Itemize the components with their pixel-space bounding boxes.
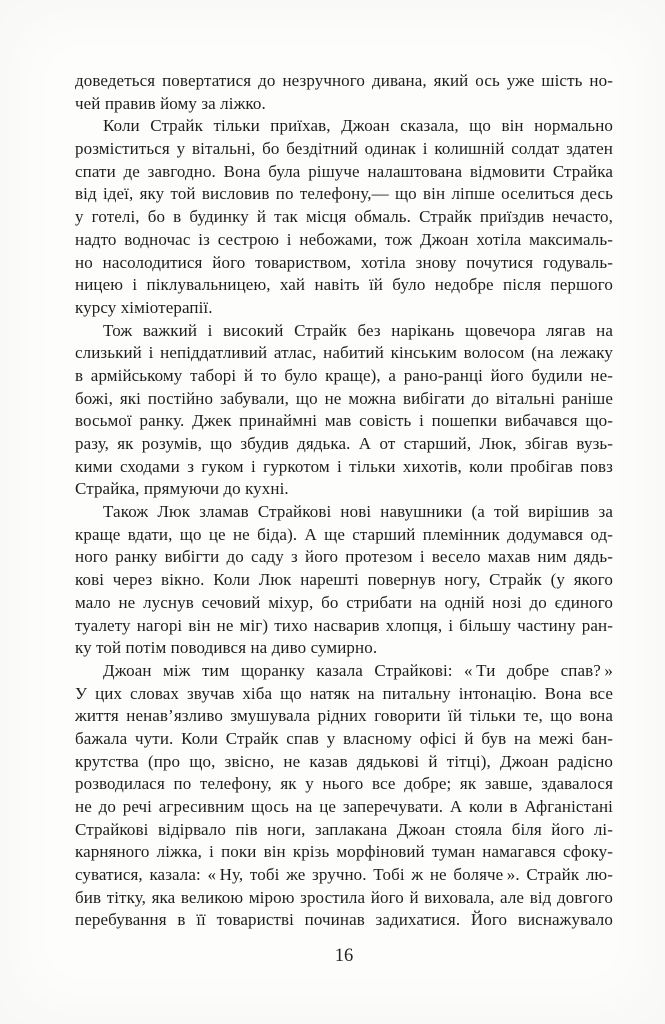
text-line: бив тітку, яка великою мірою зростила його й виховала, але від довгого [75, 887, 613, 907]
text-line: Коли Страйк тільки приїхав, Джоан сказала, що він нормально [103, 116, 613, 136]
text-line: слизький і непіддатливий атлас, набитий кінським волосом (на лежаку [75, 343, 613, 363]
text-line: життя ненав’язливо змушувала рідних говорити їй тільки те, що вона [75, 706, 613, 726]
text-line: мало не луснув сечовий міхур, бо стрибати на одній нозі до єдиного [75, 592, 613, 612]
text-line: у готелі, бо в будинку й так місця обмаль. Страйк приїздив нечасто, [75, 207, 613, 227]
text-line: божі, які постійно забували, що не можна вибігати до вітальні раніше [75, 388, 613, 408]
text-line: бажала чути. Коли Страйк спав у власному офісі й був на межі бан- [75, 728, 613, 748]
text-line: кові через вікно. Коли Люк нарешті повернув ногу, Страйк (у якого [75, 570, 613, 590]
text-line: ницею і піклувальницею, хай навіть їй було недобре після першого [75, 275, 613, 295]
text-line: суватися, казала: « Ну, тобі же зручно. Тобі ж не боляче ». Страйк лю- [75, 865, 613, 885]
text-line: Страйка, прямуючи до кухні. [75, 479, 289, 499]
page-number: 16 [334, 946, 354, 966]
text-line: перебування в її товаристві починав задихатися. Його виснажувало [75, 910, 613, 930]
text-line: туалету нагорі він не міг) тихо насварив хлопця, і більшу частину ран- [75, 615, 613, 635]
text-line: розміститься у вітальні, бо бездітний одинак і колишній солдат здатен [75, 139, 613, 159]
text-line: Тож важкий і високий Страйк без нарікань щовечора лягав на [103, 320, 613, 340]
text-line: крутства (про що, звісно, не казав дядькові й тітці), Джоан радісно [75, 751, 613, 771]
text-line: карняного ліжка, і поки він крізь морфіновий туман намагався сфоку- [75, 842, 613, 862]
text-line: восьмої ранку. Джек принаймні мав совість і пошепки вибачався що- [75, 411, 613, 431]
text-line: курсу хіміотерапії. [75, 297, 213, 317]
text-line: но насолодитися його товариством, хотіла знову почутися годуваль- [75, 252, 613, 272]
text-line: від ідеї, яку той висловив по телефону,— що він ліпше оселиться десь [75, 184, 613, 204]
text-line: доведеться повертатися до незручного дивана, який ось уже шість но- [75, 71, 613, 90]
text-line: краще вдати, що це не біда). А ще старший племінник додумався од- [75, 524, 613, 544]
page-text-block [75, 70, 613, 932]
text-line: Страйкові відірвало пів ноги, заплакана Джоан стояла біля його лі- [75, 819, 613, 839]
text-line: Джоан між тим щоранку казала Страйкові: « Ти добре спав? » [103, 660, 613, 680]
text-line: ку той потім поводився на диво сумирно. [75, 638, 378, 658]
text-line: чей правив йому за ліжко. [75, 93, 266, 113]
text-line: кими сходами з гуком і гуркотом і тільки хихотів, коли пробігав повз [75, 456, 613, 476]
text-line: У цих словах звучав хіба що натяк на питальну інтонацію. Вона все [75, 683, 613, 703]
text-line: разу, як розумів, що збудив дядька. А от старший, Люк, збігав вузь- [75, 434, 613, 453]
text-line: в армійському таборі й то було краще), а рано-ранці його будили не- [75, 365, 613, 385]
text-line: не до речі агресивним щось на це заперечувати. А коли в Афганістані [75, 797, 613, 816]
text-line: надто водночас із сестрою і небожами, тож Джоан хотіла максималь- [75, 229, 613, 249]
text-line: ного ранку вибігти до саду з його протезом і весело махав ним дядь- [75, 547, 613, 567]
text-line: Також Люк зламав Страйкові нові навушники (а той вирішив за [103, 502, 613, 522]
text-line: розводилася по телефону, як у нього все добре; як завше, здавалося [75, 774, 613, 794]
text-line: спати де завгодно. Вона була рішуче налаштована відмовити Страйка [75, 161, 613, 181]
